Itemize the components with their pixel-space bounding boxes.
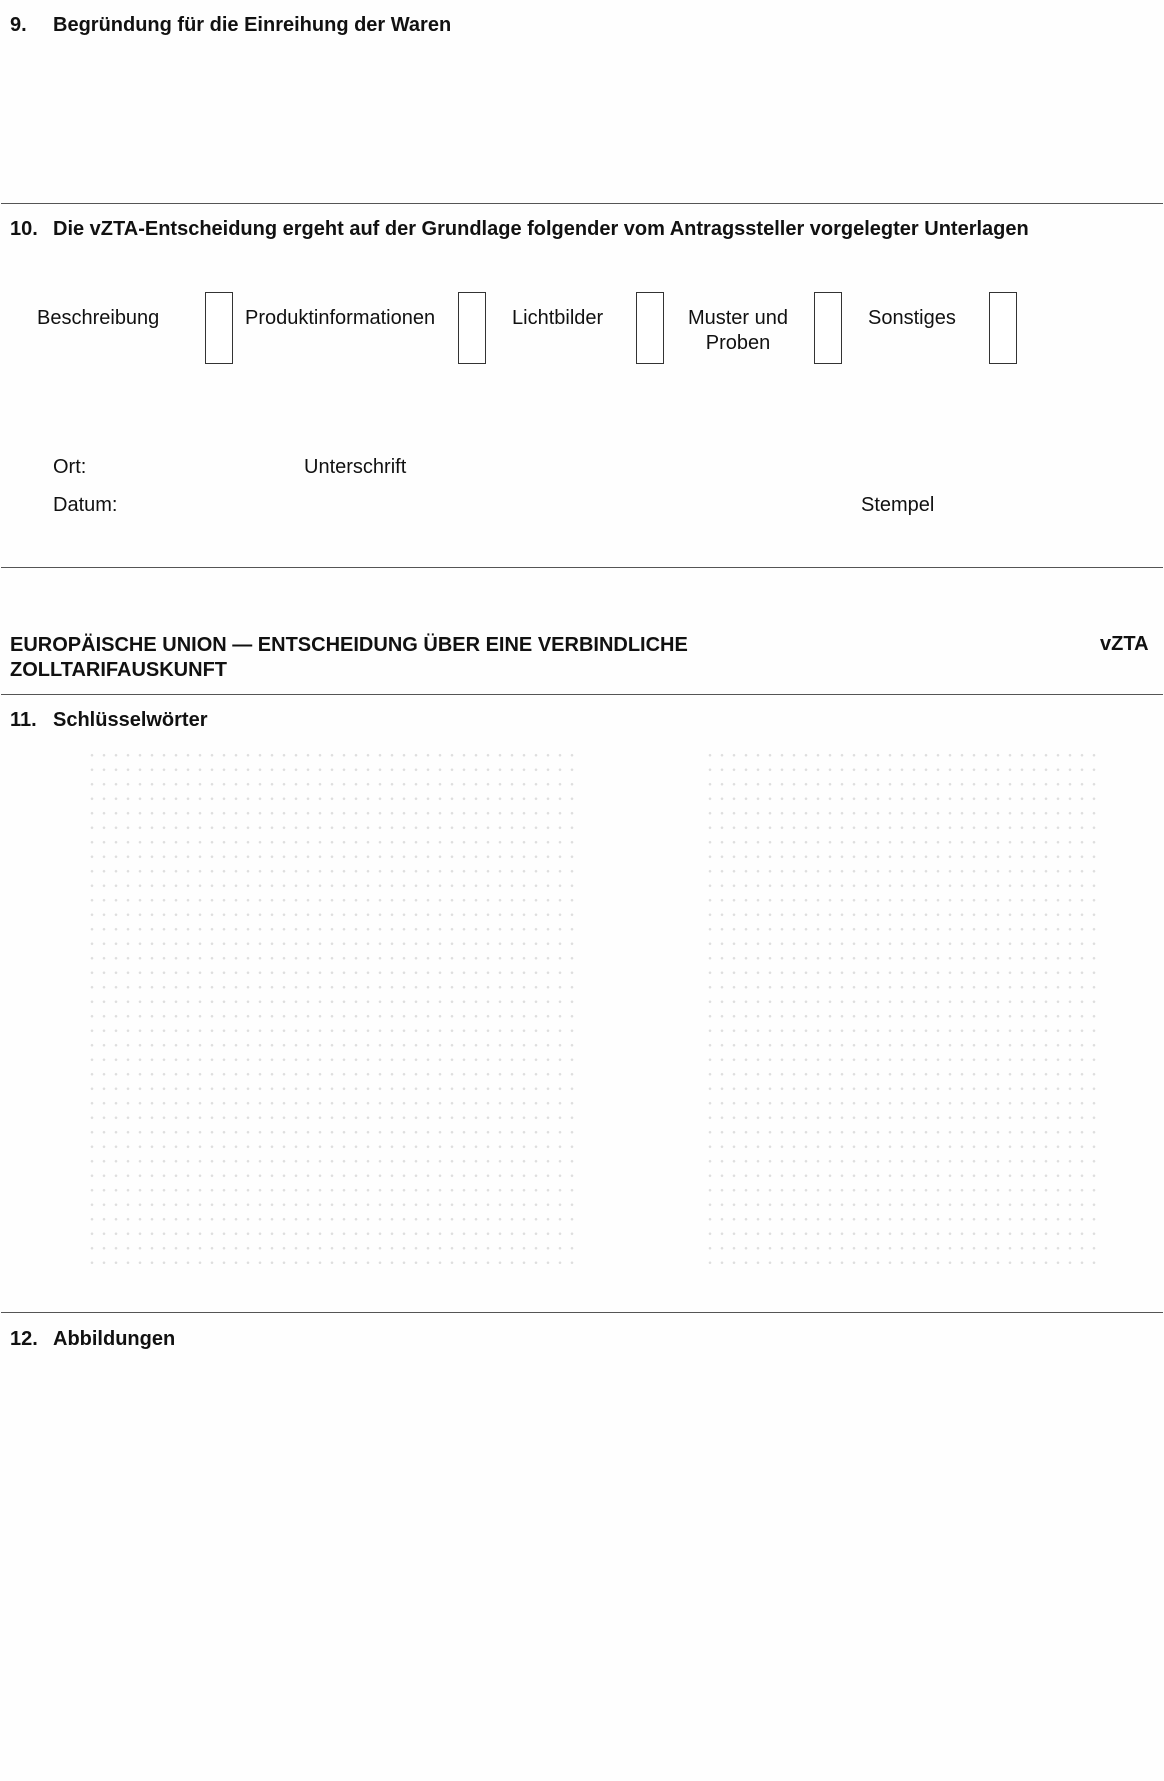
section-12-title: Abbildungen <box>53 1328 176 1350</box>
section-10-title: Die vZTA-Entscheidung ergeht auf der Grundlage folgender vom Antragssteller vorgelegter Unterlagen <box>53 218 1029 240</box>
document-checklist <box>0 285 1164 375</box>
keywords-field-right[interactable] <box>704 748 1100 1264</box>
document-label-muster-line1: Muster und <box>687 307 789 329</box>
section-12-number: 12. <box>10 1328 38 1350</box>
section-11-title: Schlüsselwörter <box>53 709 208 731</box>
section-9-content-area[interactable] <box>1 40 1163 200</box>
document-label-produktinformationen: Produktinformationen <box>245 307 436 329</box>
stamp-label: Stempel <box>861 494 935 516</box>
checkbox-beschreibung[interactable] <box>205 292 233 364</box>
section-9-heading <box>10 14 451 37</box>
checkbox-sonstiges[interactable] <box>989 292 1017 364</box>
banner-title <box>10 633 688 683</box>
section-9-number: 9. <box>10 14 27 36</box>
section-10-number: 10. <box>10 218 38 240</box>
document-label-muster-line2: Proben <box>705 332 771 354</box>
document-label-sonstiges: Sonstiges <box>868 307 956 329</box>
place-label: Ort: <box>53 456 87 478</box>
banner-title-line1: EUROPÄISCHE UNION — ENTSCHEIDUNG ÜBER EINE VERBINDLICHE <box>10 634 688 656</box>
banner-title-line2: ZOLLTARIFAUSKUNFT <box>10 659 228 681</box>
divider <box>1 694 1163 695</box>
section-10-heading <box>10 218 1029 241</box>
checkbox-produktinformationen[interactable] <box>458 292 486 364</box>
divider <box>1 203 1163 204</box>
divider <box>1 567 1163 568</box>
divider <box>1 1312 1163 1313</box>
section-11-heading <box>10 709 208 732</box>
banner-code: vZTA <box>1100 633 1149 655</box>
document-label-lichtbilder: Lichtbilder <box>512 307 604 329</box>
date-label: Datum: <box>53 494 118 516</box>
images-area[interactable] <box>1 1360 1163 1770</box>
signature-label: Unterschrift <box>304 456 407 478</box>
checkbox-lichtbilder[interactable] <box>636 292 664 364</box>
keywords-field-left[interactable] <box>86 748 576 1264</box>
checkbox-muster-und-proben[interactable] <box>814 292 842 364</box>
section-11-number: 11. <box>10 709 37 731</box>
section-12-heading <box>10 1328 175 1351</box>
section-9-title: Begründung für die Einreihung der Waren <box>53 14 452 36</box>
document-label-beschreibung: Beschreibung <box>37 307 160 329</box>
document-label-muster-und-proben <box>678 306 798 356</box>
